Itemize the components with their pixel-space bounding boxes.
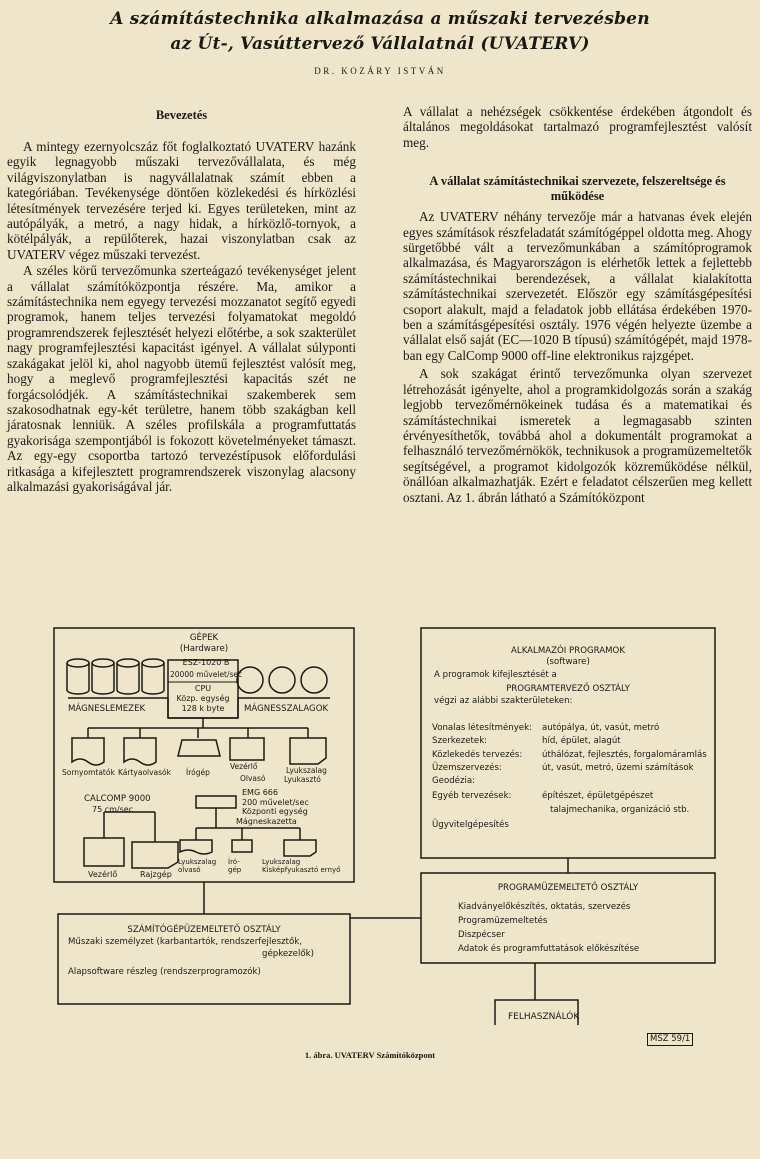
uzemelteto-item: Adatok és programfuttatások előkészítése [458, 944, 640, 954]
controller-label: Vezérlő [230, 762, 258, 771]
magnetic-disks-label: MÁGNESLEMEZEK [68, 704, 146, 714]
area-name [432, 804, 532, 817]
disk-icon [67, 659, 164, 694]
area-detail: út, vasút, metró, üzemi számítások [542, 762, 694, 773]
area-name: Üzemszervezés: [432, 762, 502, 773]
gepek-title: GÉPEK [189, 633, 219, 643]
uzemelteto-title: PROGRAMÜZEMELTETŐ OSZTÁLY [497, 883, 639, 893]
alkalmazoi-line1: A programok kifejlesztését a [434, 670, 557, 680]
szamitogep-line3: Alapsoftware részleg (rendszerprogramozók) [68, 967, 261, 977]
author-name: DR. KOZÁRY ISTVÁN [314, 66, 446, 76]
puncher-label: Lyukasztó [284, 775, 321, 784]
printers-label: Sornyomtatók [62, 768, 115, 777]
section-heading-bevezetes: Bevezetés [155, 108, 208, 122]
alkalmazoi-line2: végzi az alábbi szakterületeken: [434, 696, 573, 706]
plotter-controller-label: Vezérlő [88, 870, 118, 879]
uzemelteto-item: Programüzemeltetés [458, 916, 548, 926]
emg-label: EMG 666 200 művelet/sec Központi egység [242, 788, 309, 816]
area-name: Geodézia: [432, 776, 476, 787]
alkalmazoi-title: ALKALMAZÓI PROGRAMOK [511, 646, 625, 656]
tape-reader-label: Lyukszalag olvasó [178, 858, 217, 874]
computer-speed: 20000 művelet/sec [170, 670, 243, 679]
right-column [403, 104, 752, 505]
calcomp-label: CALCOMP 9000 [84, 794, 151, 804]
area-detail: építészet, épületgépészet [542, 791, 654, 802]
cassette-label: Mágneskazetta [236, 817, 297, 826]
area-name: Szerkezetek: [432, 736, 488, 747]
area-detail: autópálya, út, vasút, metró [542, 723, 660, 733]
gepek-subtitle: (Hardware) [179, 644, 229, 654]
area-detail: talajmechanika, organizáció stb. [550, 804, 690, 815]
figure-code: MSZ 59/1 [647, 1033, 693, 1046]
areas-details [542, 722, 707, 817]
paragraph: Az UVATERV néhány tervezője már a hatvanas évek elején egyes számítások részfeladatát számítógéppel oldotta meg. Ahogy sürgetőbbé vált a tervezőmunkában a számítóprogramok alkalmazása, és Magyarországon is elérhetők lettek a fejlettebb számítástechnikai berendezések, a vállalat kialakította számítástechnikai szervezetét. Először egy számításgépesítési csoport alakult, majd a feladatok jobb ellátása érdekében 1970-ben a számításgépesítési osztály. 1976 végén helyezte üzembe a vállalat első saját (EC—1020 B típusú) számítógépét, majd 1978-ban egy CalComp 9000 off-line elektronikus rajzgépet. [403, 209, 752, 363]
card-readers-label: Kártyaolvasók [118, 768, 171, 777]
area-detail [542, 775, 707, 788]
area-name: Vonalas létesítmények: [432, 723, 532, 733]
alkalmazoi-subtitle: (software) [546, 657, 590, 667]
tape-label: Lyukszalag [286, 766, 327, 775]
szamitogep-title: SZÁMÍTÓGÉPÜZEMELTETŐ OSZTÁLY [127, 925, 281, 935]
areas-list [432, 722, 532, 832]
programtervezo-dept: PROGRAMTERVEZŐ OSZTÁLY [506, 684, 630, 694]
calcomp-speed: 75 cm/sec [92, 805, 134, 814]
szamitogep-line1: Műszaki személyzet (karbantartók, rendszerfejlesztők, [68, 937, 302, 947]
uzemelteto-item: Kiadványelőkészítés, oktatás, szervezés [458, 902, 631, 912]
typewriter2-label: Író-gép [228, 858, 242, 874]
typewriter-label: Írógép [186, 768, 210, 777]
puncher-screen-label: Lyukszalag Kisképfyukasztó ernyő [262, 858, 341, 874]
section-heading-szervezet: A vállalat számítástechnikai szervezete, felszereltsége és működése [429, 174, 726, 204]
felhasznalok-label: FELHASZNÁLÓK [508, 1012, 580, 1022]
left-column [7, 108, 356, 494]
plotter-label: Rajzgép [140, 870, 172, 879]
reader-label: Olvasó [240, 774, 266, 783]
szamitogep-line2: gépkezelők) [262, 949, 314, 959]
area-name: Közlekedés tervezés: [432, 749, 523, 760]
paragraph-intro: A vállalat a nehézségek csökkentése érdekében átgondolt és általános megoldásokat tartalmazó programfejlesztést valósít meg. [403, 104, 752, 150]
area-name: Egyéb tervezések: [432, 791, 512, 802]
paragraph: A mintegy ezernyolcszáz főt foglalkoztató UVATERV hazánk egyik legnagyobb műszaki tervezővállalata, és még világviszonylatban is nagyvállalatnak számít ebben a kategóriában. Tevékenysége döntően közlekedési és hírközlési létesítmények tervezésére terjed ki. Egyes területeken, mint az autópályák, a metró, a nagy hidak, a hírközlő-tornyok, a kötélpályák, a repülőterek, hazai viszonylatban csak az UVATERV végez műszaki tervezést. [7, 139, 356, 262]
magnetic-tapes-label: MÁGNESSZALAGOK [244, 704, 329, 714]
computer-model: ESZ-1020 B [182, 658, 230, 667]
paragraph: A sok szakágat érintő tervezőmunka olyan szervezet létrehozását igényelte, ahol a programkidolgozás során a szakág legjobb tervezőmérnökeinek tudása és a matematikai és számítástechnikai ismeretek a legmagasabb szinten érvényesíthetők, továbbá ahol a dokumentált programokat a felhasználó tervezőmérnökök, technikusok a programüzemeltetők segítségével, a programot kidolgozók közreműködése nélkül, önállóan alkalmazhatják. Ezért e feladatot célszerűen meg kellett osztani. Az 1. ábrán látható a Számítóközpont [403, 366, 752, 505]
article-title-line-2: az Út-, Vasúttervező Vállalatnál (UVATERV) [170, 34, 590, 54]
figure-caption: 1. ábra. UVATERV Számítóközpont [304, 1050, 436, 1060]
paragraph: A széles körű tervezőmunka szerteágazó tevékenységet jelent a vállalat számítóközpontja részére. Ma, amikor a számítástechnika nem egyegy tervezési mozzanatot segítő egyedi programok, hanem teljes tervezési folyamatokat megoldó programrendszerek fejlesztését helyezi előtérbe, a sok szakterület nagy programfejlesztési kapacitást igényel. A vállalat súlyponti szakágakat jelöl ki, ahol nagyobb ütemű fejlesztést valósít meg, hogy a meglevő programfejlesztési kapacitás szét ne forgácsolódjék. A számítástechnikai szakemberek sem szakosodhatnak egy-két területre, hanem több szakágban kell járatosnak lenniük. A széles profilskála a programfuttatás gyakorisága szempontjából is fokozott követelményeket támaszt. Az egy-egy csoportba tartozó tervezéstípusok előfordulási ritkasága a kifejlesztett programrendszerek viszonylag alacsony alkalmazási gyakoriságával jár. [7, 263, 356, 494]
uzemelteto-items [458, 900, 639, 956]
area-name: Ügyvitelgépesítés [432, 820, 509, 831]
area-detail: híd, épület, alagút [542, 736, 621, 747]
uzemelteto-item: Diszpécser [458, 930, 505, 940]
area-detail: úthálózat, fejlesztés, forgalomáramlás [542, 749, 707, 760]
cpu-label: CPU Közp. egység 128 k byte [176, 684, 230, 713]
article-title-line-1: A számítástechnika alkalmazása a műszaki tervezésben [110, 9, 650, 29]
